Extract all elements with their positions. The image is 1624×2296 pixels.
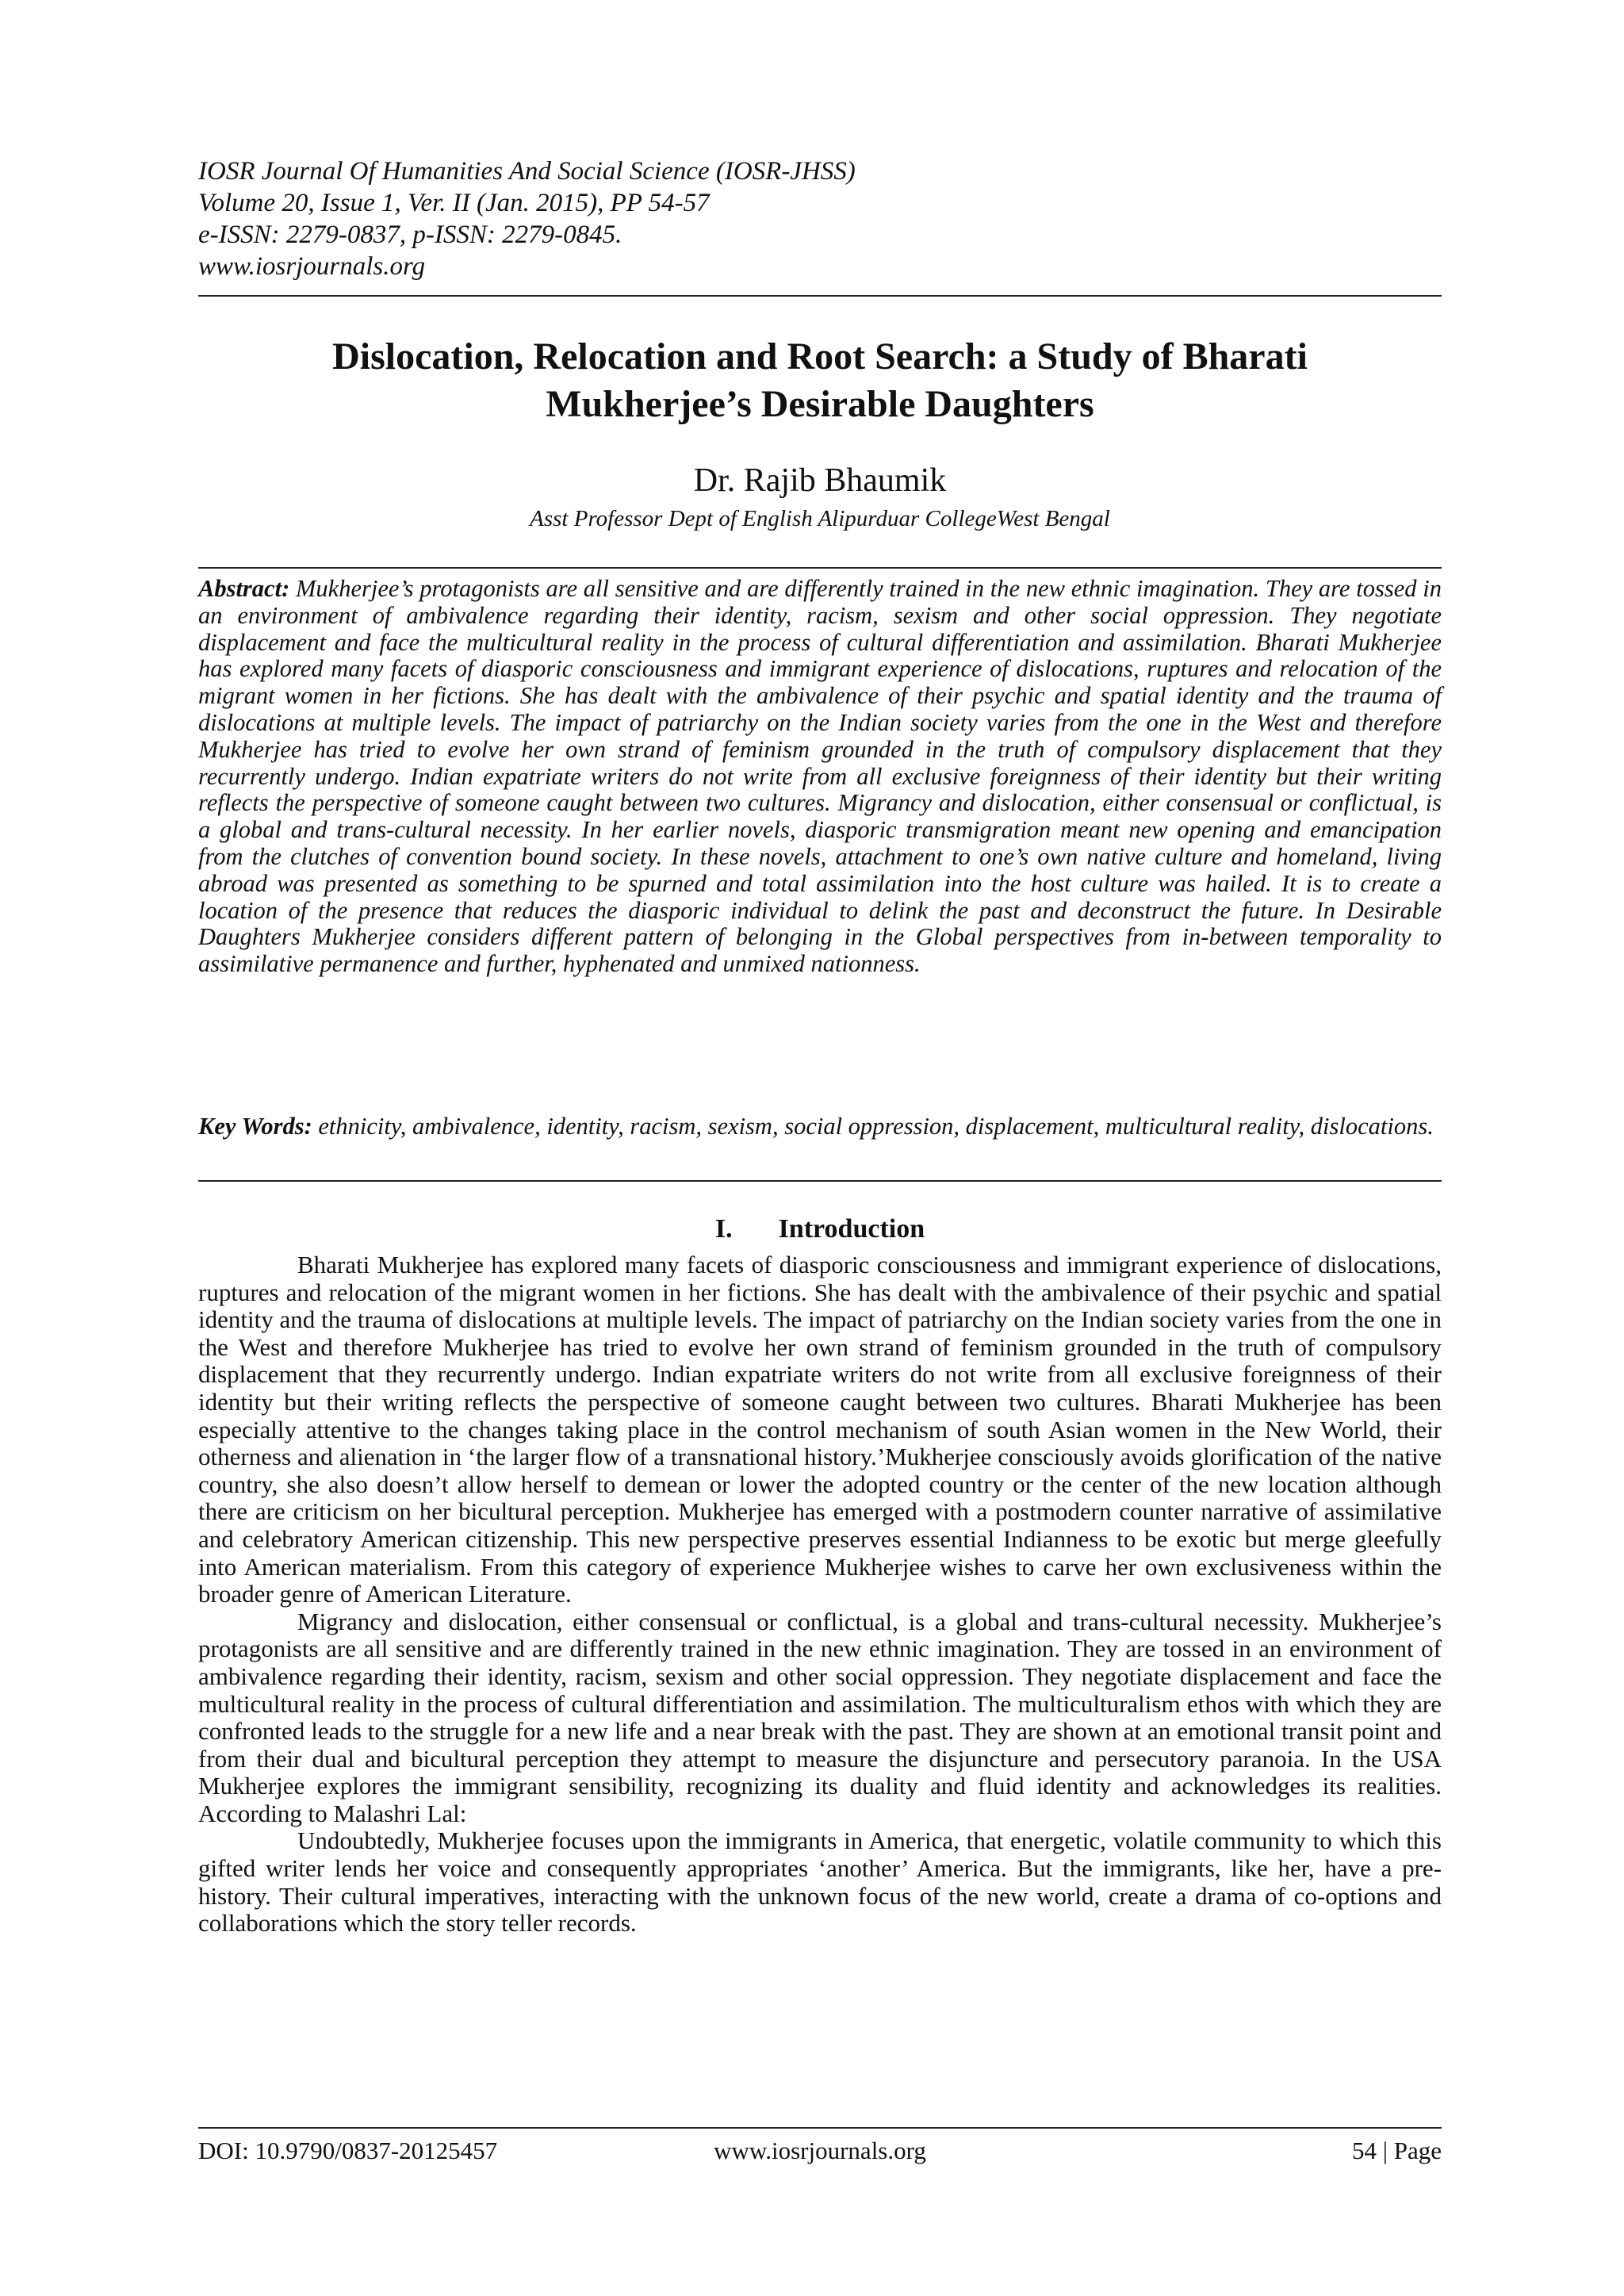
abstract-top-divider (198, 567, 1442, 569)
footer-divider (198, 2127, 1442, 2129)
block-quote: Undoubtedly, Mukherjee focuses upon the immigrants in America, that energetic, volatile community to which this gifted writer lends her voice and consequently appropriates ‘another’ America. But the immigrants, like her, have a pre-history. Their cultural imperatives, interacting with the unknown focus of the new world, create a drama of co-options and collaborations which the story teller records. (198, 1826, 1442, 1938)
abstract-bottom-divider (198, 1180, 1442, 1182)
body-text (198, 1251, 1442, 1938)
author-name: Dr. Rajib Bhaumik (693, 462, 947, 499)
section-heading (198, 1213, 1442, 1245)
footer-doi: DOI: 10.9790/0837-20125457 (198, 2137, 498, 2164)
keywords-label: Key Words: (198, 1113, 312, 1140)
abstract-text: Mukherjee’s protagonists are all sensitive and are differently trained in the new ethnic imagination. They are tossed in an environment of ambivalence regarding their identity, racism, sexism and other social oppression. They negotiate displacement and face the multicultural reality in the process of cultural differentiation and assimilation. Bharati Mukherjee has explored many facets of diasporic consciousness and immigrant experience of dislocations, ruptures and relocation of the migrant women in her fictions. She has dealt with the ambivalence of their psychic and spatial identity and the trauma of dislocations at multiple levels. The impact of patriarchy on the Indian society varies from the one in the West and therefore Mukherjee has tried to evolve her own strand of feminism grounded in the truth of compulsory displacement that they recurrently undergo. Indian expatriate writers do not write from all exclusive foreignness of their identity but their writing reflects the perspective of someone caught between two cultures. Migrancy and dislocation, either consensual or conflictual, is a global and trans-cultural necessity. In her earlier novels, diasporic transmigration meant new opening and emancipation from the clutches of convention bound society. In these novels, attachment to one’s own native culture and homeland, living abroad was presented as something to be spurned and total assimilation into the host culture was hailed. It is to create a location of the presence that reduces the diasporic individual to delink the past and deconstruct the future. In Desirable Daughters Mukherjee considers different pattern of belonging in the Global perspectives from in-between temporality to assimilative permanence and further, hyphenated and unmixed nationness. (198, 575, 1442, 978)
author-affiliation: Asst Professor Dept of English Alipurduar CollegeWest Bengal (530, 506, 1110, 531)
journal-name: IOSR Journal Of Humanities And Social Science (IOSR-JHSS) (198, 157, 856, 186)
footer-page-number: 54 | Page (1352, 2137, 1442, 2164)
paper-title-line-1: Dislocation, Relocation and Root Search: a Study of Bharati (332, 335, 1308, 378)
header-divider (198, 295, 1442, 297)
section-number: I. (714, 1214, 733, 1244)
paper-page (198, 0, 1442, 2296)
abstract (198, 576, 1442, 978)
journal-website[interactable]: www.iosrjournals.org (198, 252, 426, 281)
paper-title-line-2: Mukherjee’s Desirable Daughters (546, 383, 1094, 425)
footer-website[interactable]: www.iosrjournals.org (714, 2137, 926, 2164)
page-footer (198, 2135, 1442, 2167)
paper-title (198, 333, 1442, 428)
journal-header (198, 155, 1442, 282)
section-title: Introduction (778, 1214, 925, 1244)
paragraph: Migrancy and dislocation, either consensual or conflictual, is a global and trans-cultural necessity. Mukherjee’s protagonists are all sensitive and are differently trained in the new ethnic imagination. They are tossed in an environment of ambivalence regarding their identity, racism, sexism and other social oppression. They negotiate displacement and face the multicultural reality in the process of cultural differentiation and assimilation. The multiculturalism ethos with which they are confronted leads to the struggle for a new life and a near break with the past. They are shown at an emotional transit point and from their dual and bicultural perception they attempt to measure the disjuncture and persecutory paranoia. In the USA Mukherjee explores the immigrant sensibility, recognizing its duality and fluid identity and acknowledges its realities. According to Malashri Lal: (198, 1607, 1442, 1827)
paragraph: Bharati Mukherjee has explored many facets of diasporic consciousness and immigrant experience of dislocations, ruptures and relocation of the migrant women in her fictions. She has dealt with the ambivalence of their psychic and spatial identity and the trauma of dislocations at multiple levels. The impact of patriarchy on the Indian society varies from the one in the West and therefore Mukherjee has tried to evolve her own strand of feminism grounded in the truth of compulsory displacement that they recurrently undergo. Indian expatriate writers do not write from all exclusive foreignness of their identity but their writing reflects the perspective of someone caught between two cultures. Bharati Mukherjee has been especially attentive to the changes taking place in the control mechanism of south Asian women in the New World, their otherness and alienation in ‘the larger flow of a transnational history.’Mukherjee consciously avoids glorification of the native country, she also doesn’t allow herself to demean or lower the adopted country or the center of the new location although there are criticism on her bicultural perception. Mukherjee has emerged with a postmodern counter narrative of assimilative and celebratory American citizenship. This new perspective preserves essential Indianness to be exotic but merge gleefully into American materialism. From this category of experience Mukherjee wishes to carve her own exclusiveness within the broader genre of American Literature. (198, 1251, 1442, 1608)
journal-issn: e-ISSN: 2279-0837, p-ISSN: 2279-0845. (198, 220, 622, 249)
keywords (198, 1114, 1442, 1140)
abstract-label: Abstract: (198, 575, 290, 602)
keywords-text: ethnicity, ambivalence, identity, racism, sexism, social oppression, displacement, multicultural reality, dislocations. (318, 1113, 1434, 1140)
journal-volume: Volume 20, Issue 1, Ver. II (Jan. 2015), PP 54-57 (198, 189, 710, 217)
